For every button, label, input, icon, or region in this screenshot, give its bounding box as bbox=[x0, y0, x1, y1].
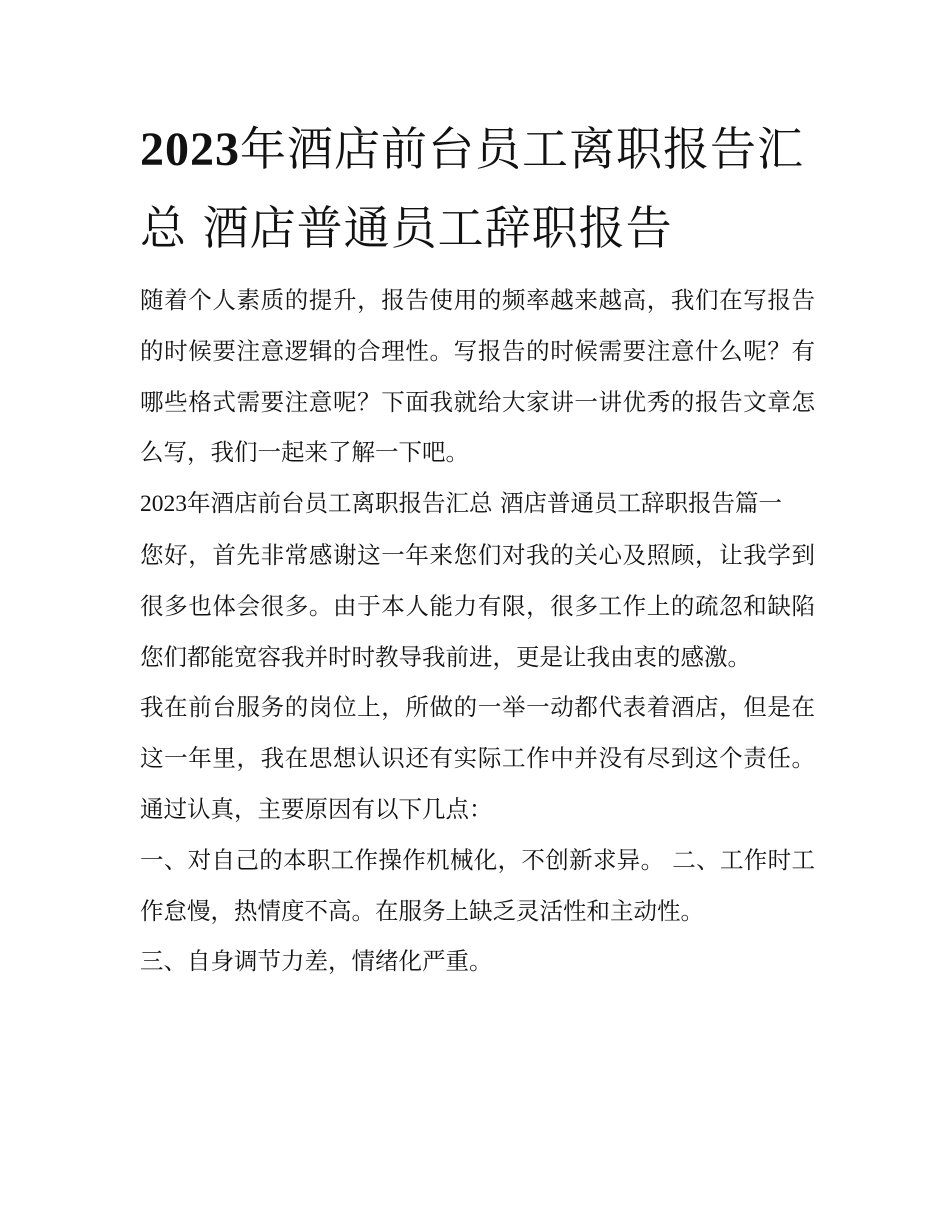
intro-paragraph: 随着个人素质的提升，报告使用的频率越来越高，我们在写报告的时候要注意逻辑的合理性。写报告的时候需要注意什么呢？有哪些格式需要注意呢？下面我就给大家讲一讲优秀的报告文章怎么写，我们一起来了解一下吧。 bbox=[140, 286, 815, 467]
document-page bbox=[140, 110, 815, 987]
body-paragraph-1: 您好，首先非常感谢这一年来您们对我的关心及照顾，让我学到很多也体会很多。由于本人能力有限，很多工作上的疏忽和缺陷您们都能宽容我并时时教导我前进，更是让我由衷的感激。 bbox=[140, 540, 815, 671]
title-year: 2023 bbox=[140, 123, 240, 176]
body-paragraph-4: 三、自身调节力差，情绪化严重。 bbox=[140, 947, 493, 976]
section-heading bbox=[140, 478, 815, 530]
title-text: 年酒店前台员工离职报告汇总 酒店普通员工辞职报告 bbox=[140, 122, 804, 255]
document-title bbox=[140, 110, 815, 267]
section-heading-year: 2023 bbox=[140, 491, 187, 518]
body-paragraph-3: 一、对自己的本职工作操作机械化，不创新求异。 二、工作时工作怠慢，热情度不高。在服务上缺乏灵活性和主动性。 bbox=[140, 845, 815, 925]
section-heading-text: 年酒店前台员工离职报告汇总 酒店普通员工辞职报告篇一 bbox=[187, 489, 782, 518]
body-paragraph-2: 我在前台服务的岗位上，所做的一举一动都代表着酒店，但是在这一年里，我在思想认识还有实际工作中并没有尽到这个责任。通过认真，主要原因有以下几点： bbox=[140, 693, 815, 823]
